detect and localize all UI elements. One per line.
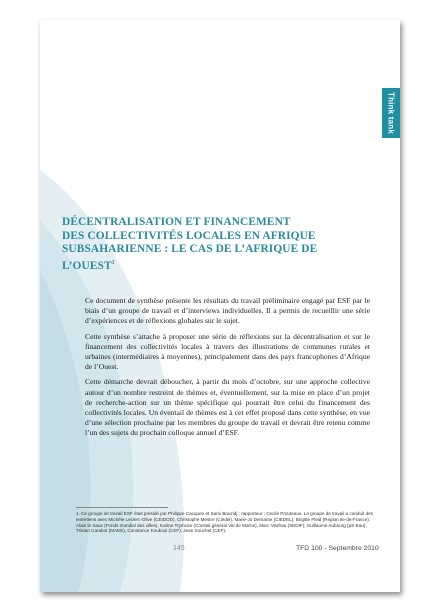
- document-page: [40, 20, 400, 592]
- body-paragraph-1: Ce document de synthèse présente les résultats du travail préliminaire engagé par ESF par le biais d’un groupe de travail et d’interviews individuelles. Il a permis de recueillir une série d’expériences et de réflexions globales sur le sujet.: [85, 296, 370, 326]
- issue-label: TFD 100 - Septembre 2010: [296, 545, 379, 552]
- footnote-divider: [76, 507, 168, 508]
- title-footnote-marker: 1: [111, 259, 115, 266]
- footnote: 1. Ce groupe de travail ESF était présidé par Philippe Cacquen et Sami Bouzidj ; rapporteur : Cecile Prouteaux. Le groupe de travail a conduit des entretiens avec Michèle Leclerc-Olive (CEIDOD), Christophe Mestre (Ciedel), Marie-Jo Demante (CIEDEL), Brigitte Fleid (Region Ile-de-France), Alain le Saux (Fonds mondial des villes), Karine Trymcan (Conseil général Val de Marne), Marc Vesfrau (SEDIF), Guillaume Aubourg (pS-Eau), Tristan Carabot (MAEE), Constance Koukoui (CEF), Jean Souchet (CEF).: [76, 511, 373, 534]
- body-paragraph-3: Cette démarche devrait déboucher, à partir du mois d’octobre, sur une approche collective autour d’un nombre restreint de thèmes et, éventuellement, sur la mise en place d’un projet de recherche-action sur un thème spécifique qui pourrait être celui du financement des collectivités locales. Un éventail de thèmes est à cet effet proposé dans cette synthèse, en vue d’une sélection prochaine par les membres du groupe de travail et devrait être retenu comme l’un des sujets du prochain colloque annuel d’ESF.: [85, 377, 370, 438]
- article-body: [85, 296, 370, 444]
- title-line-2: DES COLLECTIVITÉS LOCALES EN AFRIQUE: [62, 229, 316, 242]
- sidebar-tab-think-tank: [382, 88, 400, 138]
- title-line-4: L’OUEST: [62, 259, 112, 272]
- page-number: 145: [173, 545, 185, 552]
- body-paragraph-2: Cette synthèse s’attache à proposer une série de réflexions sur la décentralisation et sur le financement des collectivités locales à travers des illustrations de communes rurales et urbaines (intermédiaires à moyennes), principalement dans des pays francophones d’Afrique de l’Ouest.: [85, 331, 370, 372]
- title-line-1: DÉCENTRALISATION ET FINANCEMENT: [62, 216, 291, 228]
- article-title: [62, 216, 362, 273]
- title-line-3: SUBSAHARIENNE : LE CAS DE L’AFRIQUE DE: [62, 243, 318, 256]
- sidebar-tab-label: Think tank: [386, 91, 396, 134]
